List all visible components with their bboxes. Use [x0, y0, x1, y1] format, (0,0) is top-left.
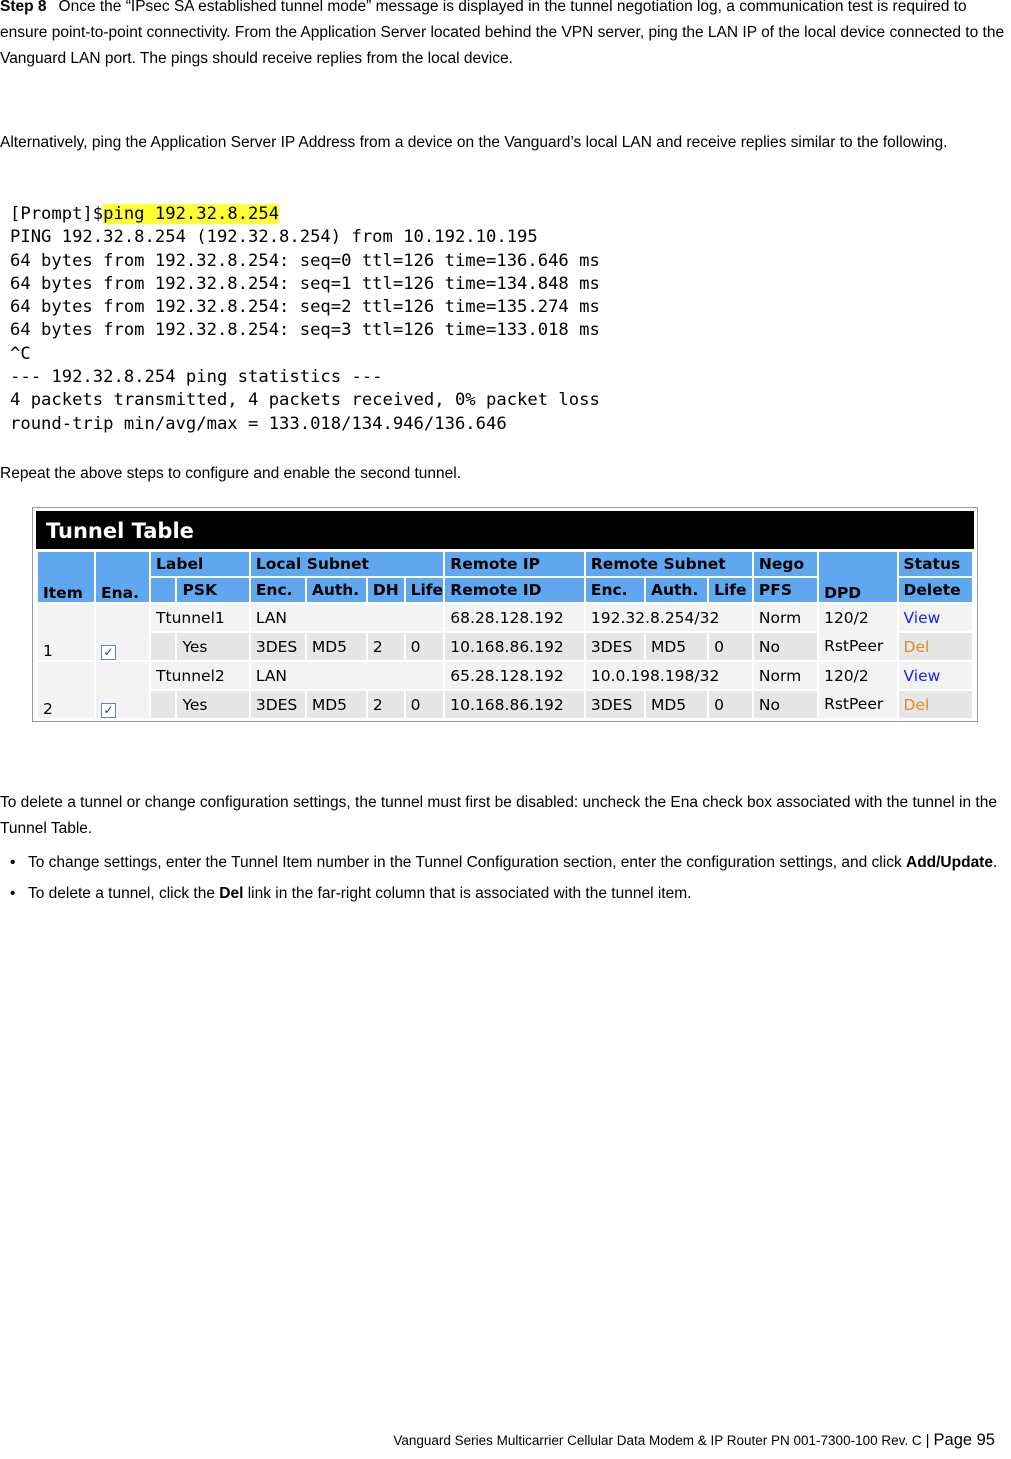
dh-cell: 2: [368, 633, 404, 660]
dpd-interval: 120/2: [824, 609, 869, 627]
view-link[interactable]: View: [903, 666, 941, 685]
auth-cell: MD5: [307, 691, 366, 718]
life-cell: 0: [406, 633, 444, 660]
alternative-paragraph: Alternatively, ping the Application Server IP Address from a device on the Vanguard’s local LAN and receive replies similar to the following.: [0, 134, 948, 151]
terminal-output: [10, 203, 600, 436]
terminal-line: ^C: [10, 343, 31, 364]
header-auth2: Auth.: [646, 578, 707, 602]
header-item: Item: [38, 552, 94, 602]
delete-cell: [899, 633, 972, 660]
header-dpd: DPD: [819, 552, 896, 602]
header-psk: PSK: [177, 578, 248, 602]
header-local-subnet: Local Subnet: [251, 552, 443, 576]
ena-checkbox[interactable]: ✓: [101, 645, 116, 660]
terminal-line: --- 192.32.8.254 ping statistics ---: [10, 367, 383, 388]
tunnel-table: [36, 550, 974, 720]
bullet-bold: Add/Update: [906, 854, 993, 871]
instruction-list: [0, 848, 1005, 908]
view-link[interactable]: View: [903, 608, 941, 627]
enc2-cell: 3DES: [586, 633, 644, 660]
auth-cell: MD5: [307, 633, 366, 660]
terminal-line: PING 192.32.8.254 (192.32.8.254) from 10.192.10.195: [10, 227, 538, 248]
dpd-cell: [819, 662, 896, 718]
footer-separator: |: [925, 1432, 930, 1449]
psk-cell: Yes: [177, 691, 248, 718]
terminal-line: 4 packets transmitted, 4 packets received, 0% packet loss: [10, 390, 600, 411]
auth2-cell: MD5: [646, 633, 707, 660]
table-row: [38, 662, 972, 689]
bullet-bold: Del: [219, 885, 244, 902]
terminal-line: 64 bytes from 192.32.8.254: seq=2 ttl=126 time=135.274 ms: [10, 297, 600, 318]
delete-cell: [899, 691, 972, 718]
page-number: Page 95: [933, 1431, 995, 1449]
terminal-line: round-trip min/avg/max = 133.018/134.946/136.646: [10, 413, 507, 434]
item-number: 2: [38, 662, 94, 718]
header-dh: DH: [368, 578, 404, 602]
step-paragraph: [0, 0, 1005, 72]
nego-cell: Norm: [754, 662, 817, 689]
page-footer: [393, 1431, 995, 1450]
terminal-line: 64 bytes from 192.32.8.254: seq=0 ttl=126 time=136.646 ms: [10, 250, 600, 271]
header-ena: Ena.: [96, 552, 149, 602]
step-text: Once the “IPsec SA established tunnel mode” message is displayed in the tunnel negotiation log, a communication test is required to ensure point-to-point connectivity. From the Application Server located behind the VPN server, ping the LAN IP of the local device connected to the Vanguard LAN port. The pings should receive replies from the local device.: [0, 0, 1005, 67]
list-item: [0, 879, 1005, 908]
item-number: 1: [38, 604, 94, 660]
pfs-cell: No: [754, 691, 817, 718]
header-enc2: Enc.: [586, 578, 644, 602]
header-label: Label: [151, 552, 249, 576]
auth2-cell: MD5: [646, 691, 707, 718]
footer-doc-title: Vanguard Series Multicarrier Cellular Data Modem & IP Router PN 001-7300-100 Rev. C: [393, 1433, 922, 1448]
bullet-text: .: [992, 854, 998, 871]
remote-subnet-cell: 10.0.198.198/32: [586, 662, 752, 689]
del-link[interactable]: Del: [903, 695, 930, 714]
tunnel-table-title: Tunnel Table: [36, 511, 974, 549]
dh-cell: 2: [368, 691, 404, 718]
label-cell: Ttunnel2: [151, 662, 249, 689]
header-enc: Enc.: [251, 578, 305, 602]
list-item: [0, 848, 1005, 877]
enc-cell: 3DES: [251, 633, 305, 660]
header-pfs: PFS: [754, 578, 817, 602]
status-cell: [899, 604, 972, 631]
terminal-line: 64 bytes from 192.32.8.254: seq=3 ttl=126 time=133.018 ms: [10, 320, 600, 341]
pfs-cell: No: [754, 633, 817, 660]
tunnel-table-panel: [32, 507, 978, 722]
nego-cell: Norm: [754, 604, 817, 631]
header-remote-ip: Remote IP: [445, 552, 584, 576]
del-link[interactable]: Del: [903, 637, 930, 656]
bullet-icon: •: [10, 885, 16, 902]
remote-ip-cell: 68.28.128.192: [445, 604, 584, 631]
terminal-command: ping 192.32.8.254: [103, 204, 280, 224]
remote-id-cell: 10.168.86.192: [445, 691, 584, 718]
ena-cell: [96, 604, 149, 660]
terminal-line: 64 bytes from 192.32.8.254: seq=1 ttl=126 time=134.848 ms: [10, 273, 600, 294]
header-life2: Life: [709, 578, 752, 602]
remote-subnet-cell: 192.32.8.254/32: [586, 604, 752, 631]
local-subnet-cell: LAN: [251, 604, 443, 631]
life2-cell: 0: [709, 633, 752, 660]
bullet-text: To change settings, enter the Tunnel Item number in the Tunnel Configuration section, enter the configuration settings, and click: [28, 854, 906, 871]
ena-cell: [96, 662, 149, 718]
bullet-icon: •: [10, 854, 16, 871]
header-auth: Auth.: [307, 578, 366, 602]
header-nego: Nego: [754, 552, 817, 576]
bullet-text: To delete a tunnel, click the: [28, 885, 220, 902]
remote-id-cell: 10.168.86.192: [445, 633, 584, 660]
dpd-cell: [819, 604, 896, 660]
dpd-action: RstPeer: [824, 637, 884, 655]
label-cell: Ttunnel1: [151, 604, 249, 631]
ena-checkbox[interactable]: ✓: [101, 703, 116, 718]
header-delete: Delete: [899, 578, 972, 602]
delete-paragraph: To delete a tunnel or change configuration settings, the tunnel must first be disabled: uncheck the Ena check box associated with the tunnel in the Tunnel Table.: [0, 794, 997, 837]
enc2-cell: 3DES: [586, 691, 644, 718]
enc-cell: 3DES: [251, 691, 305, 718]
psk-cell: Yes: [177, 633, 248, 660]
terminal-prompt: [Prompt]$: [10, 204, 104, 224]
header-remote-subnet: Remote Subnet: [586, 552, 752, 576]
life2-cell: 0: [709, 691, 752, 718]
repeat-paragraph: Repeat the above steps to configure and enable the second tunnel.: [0, 465, 462, 482]
header-remote-id: Remote ID: [445, 578, 584, 602]
remote-ip-cell: 65.28.128.192: [445, 662, 584, 689]
header-status: Status: [899, 552, 972, 576]
table-row: [38, 604, 972, 631]
bullet-text: link in the far-right column that is associated with the tunnel item.: [243, 885, 692, 902]
local-subnet-cell: LAN: [251, 662, 443, 689]
life-cell: 0: [406, 691, 444, 718]
dpd-action: RstPeer: [824, 695, 884, 713]
header-life: Life: [406, 578, 444, 602]
status-cell: [899, 662, 972, 689]
dpd-interval: 120/2: [824, 667, 869, 685]
step-label: Step 8: [0, 0, 47, 15]
